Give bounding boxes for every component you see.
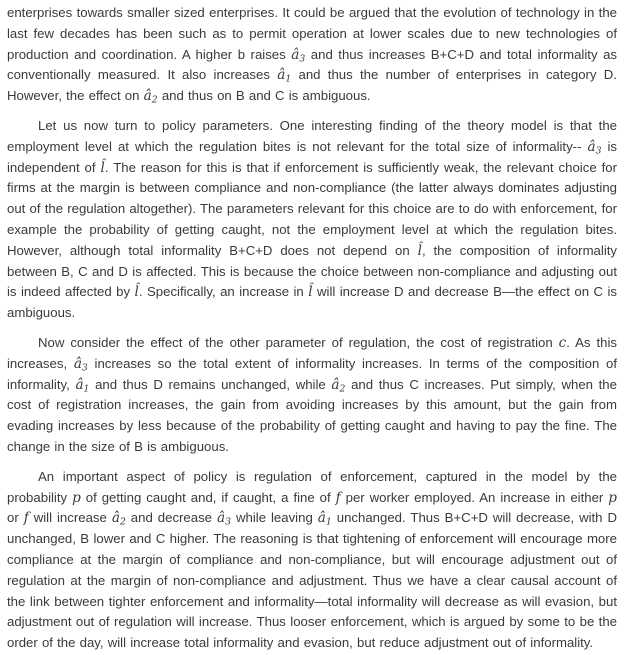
text-run: enterprises towards smaller sized enterprises. It could be argued that the evolution of technology in the last few decades has been such as to permit operation at lower scales due to new technologies of production and coordination. A higher b raises (7, 5, 617, 62)
text-run: of getting caught and, if caught, a fine of (80, 489, 336, 505)
text-run: . Specifically, an increase in (138, 284, 309, 300)
math-subscript: 2 (339, 382, 346, 394)
text-run: or (7, 510, 24, 526)
text-run: while leaving (231, 510, 318, 526)
math-symbol: $â_3$ (217, 510, 231, 528)
math-symbol: p (608, 489, 617, 506)
math-symbol: $â_1$ (317, 510, 332, 528)
paragraph (7, 116, 617, 324)
math-symbol: $â_3$ (587, 138, 602, 157)
math-subscript: 3 (299, 52, 306, 64)
math-subscript: 3 (595, 145, 602, 157)
math-symbol: $â_1$ (277, 67, 292, 85)
math-symbol: l̂ (308, 284, 313, 301)
text-run: , the composition of informality between B, C and D is affected. This is because the choice between non-compliance and adjusting out is indeed affected by (7, 242, 618, 300)
math-symbol: f (335, 489, 341, 506)
math-subscript: 2 (119, 516, 126, 528)
text-run: . As this increases, (7, 334, 617, 371)
math-symbol: l̂ (134, 284, 139, 301)
math-subscript: 2 (151, 94, 158, 106)
math-symbol: $â_2$ (143, 88, 158, 106)
text-run: is independent of (7, 138, 617, 175)
text-run: per worker employed. An increase in either (340, 489, 609, 505)
math-symbol: $â_1$ (75, 376, 90, 394)
text-run: unchanged. Thus B+C+D will decrease, with D unchanged, B lower and C higher. The reasoning is that tightening of enforcement will encourage more compliance at the margin of compliance and non-compliance, but will encourage adjustment out of regulation at the margin of non-compliance and adjustment. Thus we have a clear causal account of the link between tighter enforcement and informality—total informality will decrease as will evasion, but adjustment out of regulation will increase. Thus looser enforcement, which is argued by some to be the order of the day, will increase total informality and evasion, but reduce adjustment out of informality. (7, 510, 618, 651)
text-run: and thus C increases. Put simply, when the cost of registration increases, the gain from avoiding increases by this amount, but the gain from evading increases by less because of the probability of getting caught and having to pay the fine. The change in the size of B is ambiguous. (7, 376, 617, 454)
math-subscript: 1 (325, 516, 332, 528)
math-symbol: l̂ (417, 242, 422, 259)
text-run: . The reason for this is that if enforcement is sufficiently weak, the relevant choice for firms at the margin is between compliance and non-compliance (the latter always dominates adjusting out of the regulation altogether). The parameters relevant for this choice are to do with enforcement, for example the probability of getting caught, not the employment level at which the regulation bites. However, although total informality B+C+D does not depend on (7, 159, 617, 258)
text-run: and thus the number of enterprises in category D. However, the effect on (7, 67, 617, 104)
math-subscript: 3 (81, 362, 88, 374)
math-symbol: p (72, 489, 81, 506)
paragraph (7, 333, 617, 458)
text-run: and thus on B and C is ambiguous. (157, 88, 371, 104)
math-symbol: $â_3$ (291, 46, 306, 64)
text-run: Let us now turn to policy parameters. One interesting finding of the theory model is that the employment level at which the regulation bites is not relevant for the total size of informality-- (7, 117, 617, 154)
text-run: and thus increases B+C+D and total informality as conventionally measured. It also increases (7, 46, 617, 83)
text-run: and thus D remains unchanged, while (89, 376, 332, 392)
math-subscript: 1 (285, 73, 292, 85)
text-run: An important aspect of policy is regulation of enforcement, captured in the model by the probability (7, 468, 617, 505)
text-run: increases so the total extent of informality increases. In terms of the composition of informality, (7, 355, 617, 392)
text-run: will increase (28, 510, 112, 526)
text-run: will increase D and decrease B—the effect on C is ambiguous. (7, 284, 617, 321)
math-symbol: l̂ (100, 159, 105, 176)
paragraph (7, 3, 617, 107)
math-symbol: $â_3$ (73, 355, 88, 374)
math-symbol: c (558, 334, 567, 351)
math-subscript: 3 (225, 516, 231, 528)
math-symbol: $â_2$ (331, 376, 346, 394)
text-run: Now consider the effect of the other parameter of regulation, the cost of registration (38, 334, 559, 350)
math-symbol: $â_2$ (111, 510, 126, 528)
text-run: and decrease (125, 510, 217, 526)
math-symbol: f (23, 510, 29, 527)
paragraph (7, 467, 617, 654)
math-subscript: 1 (83, 382, 90, 394)
